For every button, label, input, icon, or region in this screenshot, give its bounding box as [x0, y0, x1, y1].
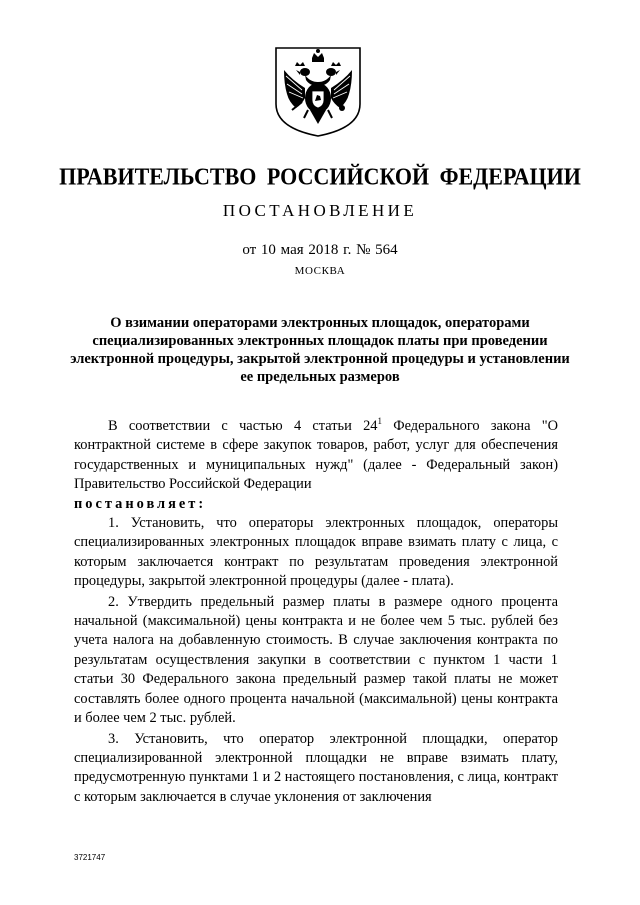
document-body	[74, 417, 558, 807]
decides-line	[74, 495, 558, 514]
paragraph-2: 2. Утвердить предельный размер платы в размере одного процента начальной (максимальной) цены контракта и не более чем 5 тыс. рублей без учета налога на добавленную стоимость. В случае заключения контракта по результатам осуществления закупки в соответствии с пунктом 1 части 1 статьи 30 Федерального закона предельный размер такой платы не может составлять более одного процента начальной (максимальной) цены контракта и более чем 2 тыс. рублей.	[74, 593, 558, 727]
footer-document-code: 3721747	[74, 853, 106, 862]
article-superscript: 1	[377, 416, 382, 427]
decides-word: постановляет:	[74, 495, 207, 512]
document-type: ПОСТАНОВЛЕНИЕ	[222, 201, 418, 220]
paragraph-3: 3. Установить, что оператор электронной площадки, оператор специализированной электронной площадки не вправе взимать плату, предусмотренную пунктами 1 и 2 настоящего постановления, с лица, контракт с которым заключается в случае уклонения от заключения	[74, 730, 558, 805]
coat-of-arms-emblem	[272, 44, 364, 139]
intro-paragraph	[74, 417, 558, 495]
paragraph-1: 1. Установить, что операторы электронных площадок, операторы специализированных электронных площадок вправе взимать плату с лица, с которым заключается контракт по результатам проведения электронной процедуры, закрытой электронной процедуры (далее - плата).	[74, 515, 558, 590]
intro-text-start: В соответствии с частью 4 статьи 24	[108, 418, 378, 434]
document-subject: О взимании операторами электронных площадок, операторами специализированных электронных площадок платы при проведении электронной процедуры, закрытой электронной процедуры и установлении ее предельных размеров	[70, 315, 570, 385]
intro-text-end: Федерального закона "О контрактной системе в сфере закупок товаров, работ, услуг для обеспечения государственных и муниципальных нужд" (далее - Федеральный закон) Правительство Российской Федерации	[74, 418, 558, 493]
document-city: МОСКВА	[294, 265, 346, 277]
document-date-number: от 10 мая 2018 г. № 564	[242, 242, 398, 258]
government-title: ПРАВИТЕЛЬСТВО РОССИЙСКОЙ ФЕДЕРАЦИИ	[59, 162, 581, 190]
